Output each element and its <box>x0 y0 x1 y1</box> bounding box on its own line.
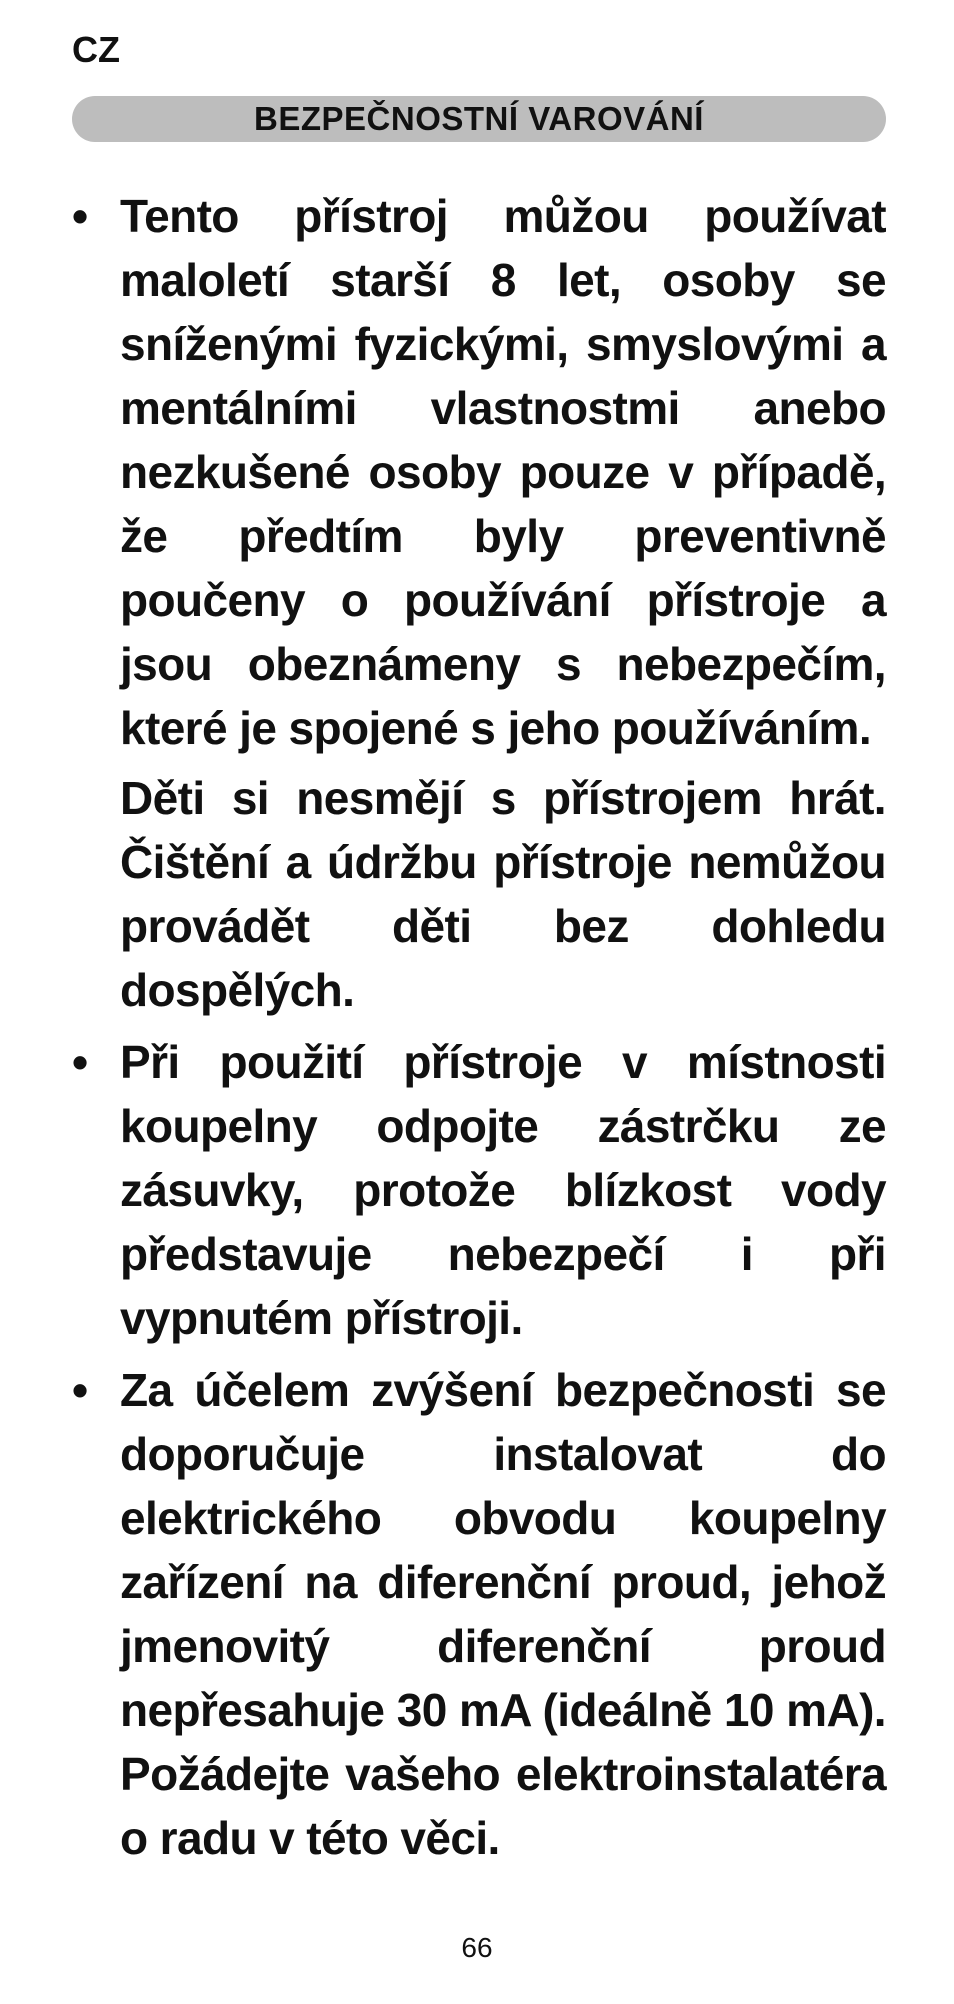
bullet-item-bathroom-unplug <box>72 1030 886 1350</box>
language-code: CZ <box>72 29 120 70</box>
bullet-item-child-safety <box>72 184 886 1022</box>
bullet-item-residual-current-device <box>72 1358 886 1870</box>
page-number: 66 <box>461 1932 493 1963</box>
safety-warnings-list <box>72 184 886 1878</box>
paragraph: Při použití přístroje v místnosti koupelny odpojte zástrčku ze zásuvky, protože blízkost vody představuje nebezpečí i při vypnutém přístroji. <box>120 1036 886 1344</box>
paragraph: Děti si nesmějí s přístrojem hrát. Čištění a údržbu přístroje nemůžou provádět děti bez dohledu dospělých. <box>120 772 886 1016</box>
section-title: BEZPEČNOSTNÍ VAROVÁNÍ <box>254 100 704 137</box>
paragraph: Tento přístroj můžou používat maloletí starší 8 let, osoby se sníženými fyzickými, smyslovými a mentálními vlastnostmi anebo nezkušené osoby pouze v případě, že předtím byly preventivně poučeny o používání přístroje a jsou obeznámeny s nebezpečím, které je spojené s jeho používáním. <box>120 190 886 754</box>
bullet-icon: • <box>72 190 89 242</box>
paragraph: Za účelem zvýšení bezpečnosti se doporučuje instalovat do elektrického obvodu koupelny zařízení na diferenční proud, jehož jmenovitý diferenční proud nepřesahuje 30 mA (ideálně 10 mA). Požádejte vašeho elektroinstalatéra o radu v této věci. <box>120 1364 886 1864</box>
bullet-icon: • <box>72 1364 89 1416</box>
bullet-icon: • <box>72 1036 89 1088</box>
section-banner <box>72 96 886 142</box>
